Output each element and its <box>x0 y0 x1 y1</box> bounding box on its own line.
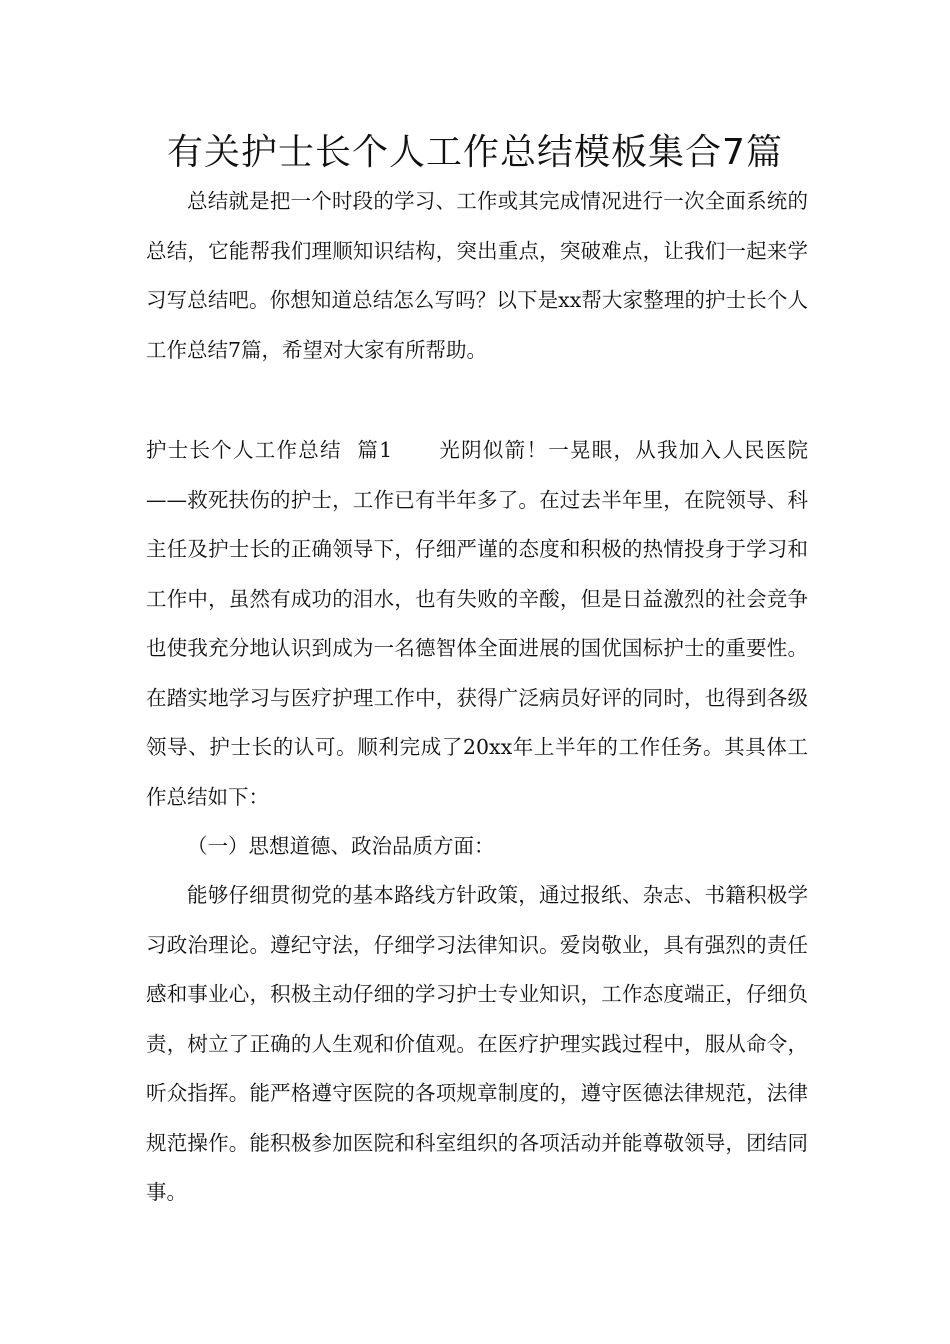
section-1-paragraph <box>146 426 808 822</box>
document-title: 有关护士长个人工作总结模板集合7篇 <box>167 132 783 173</box>
subsection-1-heading: （一）思想道德、政治品质方面： <box>187 834 495 858</box>
intro-paragraph: 总结就是把一个时段的学习、工作或其完成情况进行一次全面系统的总结，它能帮我们理顺知识结构，突出重点，突破难点，让我们一起来学习写总结吧。你想知道总结怎么写吗？以下是xx帮大家整理的护士长个人工作总结7篇，希望对大家有所帮助。 <box>146 189 808 362</box>
section-1-body: 光阴似箭！一晃眼，从我加入人民医院——救死扶伤的护士，工作已有半年多了。在过去半年里，在院领导、科主任及护士长的正确领导下，仔细严谨的态度和积极的热情投身于学习和工作中，虽然有成功的泪水，也有失败的辛酸，但是日益激烈的社会竞争也使我充分地认识到成为一名德智体全面进展的国优国标护士的重要性。在踏实地学习与医疗护理工作中，获得广泛病员好评的同时，也得到各级领导、护士长的认可。顺利完成了20xx年上半年的工作任务。其具体工作总结如下： <box>146 438 809 809</box>
subsection-1-body: 能够仔细贯彻党的基本路线方针政策，通过报纸、杂志、书籍积极学习政治理论。遵纪守法，仔细学习法律知识。爱岗敬业，具有强烈的责任感和事业心，积极主动仔细的学习护士专业知识，工作态度端正，仔细负责，树立了正确的人生观和价值观。在医疗护理实践过程中，服从命令，听众指挥。能严格遵守医院的各项规章制度的，遵守医德法律规范，法律规范操作。能积极参加医院和科室组织的各项活动并能尊敬领导，团结同事。 <box>146 883 808 1204</box>
section-1-heading: 护士长个人工作总结 篇1 <box>146 438 393 462</box>
